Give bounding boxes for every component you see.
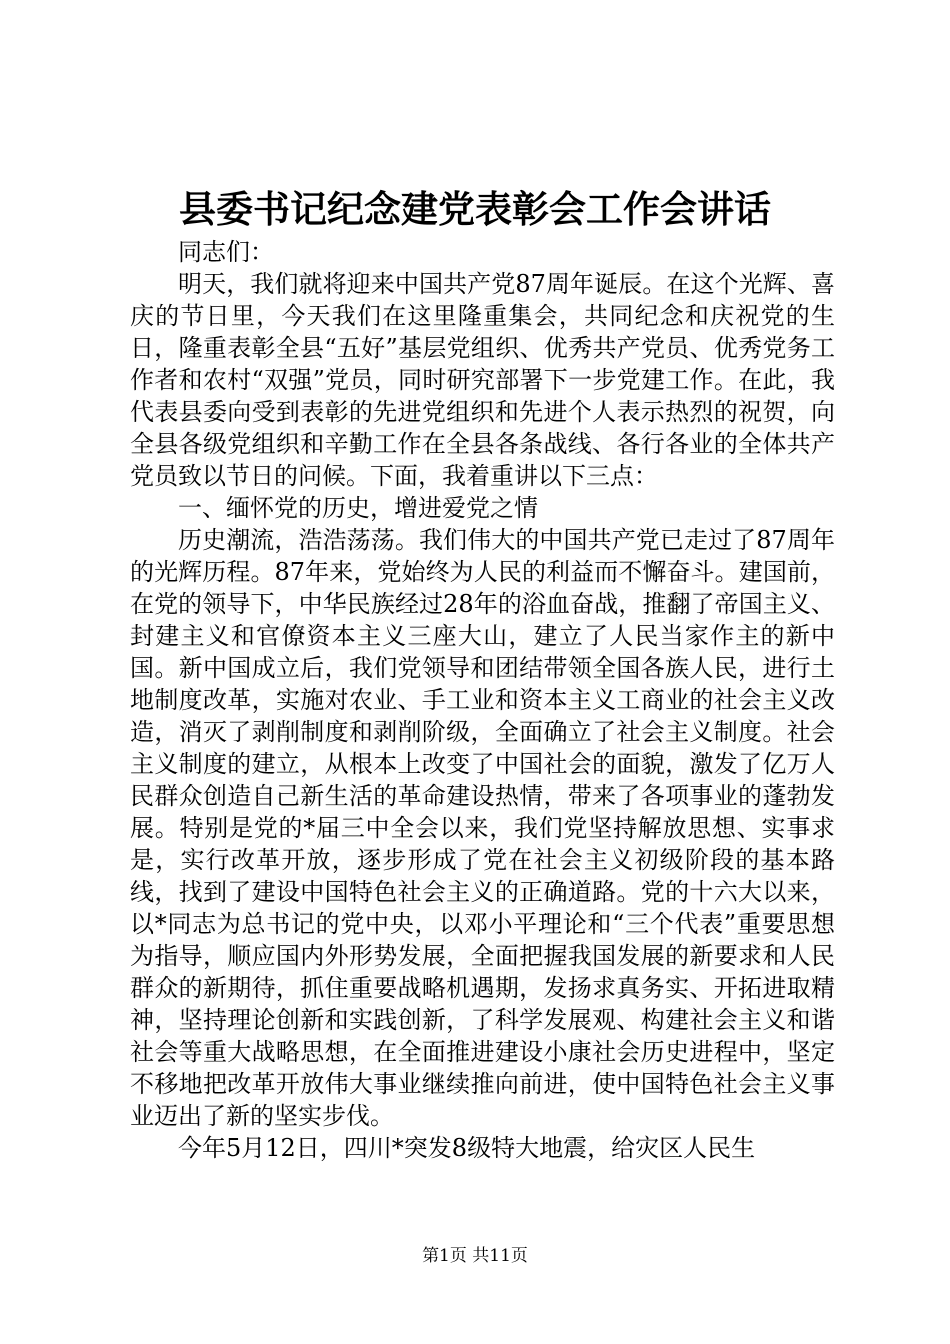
paragraph-greeting: 同志们： [178,238,274,266]
paragraph-history: 历史潮流，浩浩荡荡。我们伟大的中国共产党已走过了87周年的光辉历程。87年来，党始终为人民的利益而不懈奋斗。建国前，在党的领导下，中华民族经过28年的浴血奋战，推翻了帝国主义、封建主义和官僚资本主义三座大山，建立了人民当家作主的新中国。新中国成立后，我们党领导和团结带领全国各族人民，进行土地制度改革，实施对农业、手工业和资本主义工商业的社会主义改造，消灭了剥削制度和剥削阶级，全面确立了社会主义制度。社会主义制度的建立，从根本上改变了中国社会的面貌，激发了亿万人民群众创造自己新生活的革命建设热情，带来了各项事业的蓬勃发展。特别是党的*届三中全会以来，我们党坚持解放思想、实事求是，实行改革开放，逐步形成了党在社会主义初级阶段的基本路线，找到了建设中国特色社会主义的正确道路。党的十六大以来，以*同志为总书记的党中央，以邓小平理论和“三个代表”重要思想为指导，顺应国内外形势发展，全面把握我国发展的新要求和人民群众的新期待，抓住重要战略机遇期，发扬求真务实、开拓进取精神，坚持理论创新和实践创新，了科学发展观、构建社会主义和谐社会等重大战略思想，在全面推进建设小康社会历史进程中，坚定不移地把改革开放伟大事业继续推向前进，使中国特色社会主义事业迈出了新的坚实步伐。 [130,526,835,1130]
section-heading: 一、缅怀党的历史，增进爱党之情 [178,494,538,522]
document-body [130,236,835,1164]
paragraph-intro: 明天，我们就将迎来中国共产党87周年诞辰。在这个光辉、喜庆的节日里，今天我们在这里隆重集会，共同纪念和庆祝党的生日，隆重表彰全县“五好”基层党组织、优秀共产党员、优秀党务工作者和农村“双强”党员，同时研究部署下一步党建工作。在此，我代表县委向受到表彰的先进党组织和先进个人表示热烈的祝贺，向全县各级党组织和辛勤工作在全县各条战线、各行各业的全体共产党员致以节日的问候。下面，我着重讲以下三点： [130,270,835,490]
page-footer: 第1页 共11页 [422,1246,528,1266]
paragraph-earthquake: 今年5月12日，四川*突发8级特大地震，给灾区人民生 [178,1134,756,1162]
document-title: 县委书记纪念建党表彰会工作会讲话 [179,187,771,231]
